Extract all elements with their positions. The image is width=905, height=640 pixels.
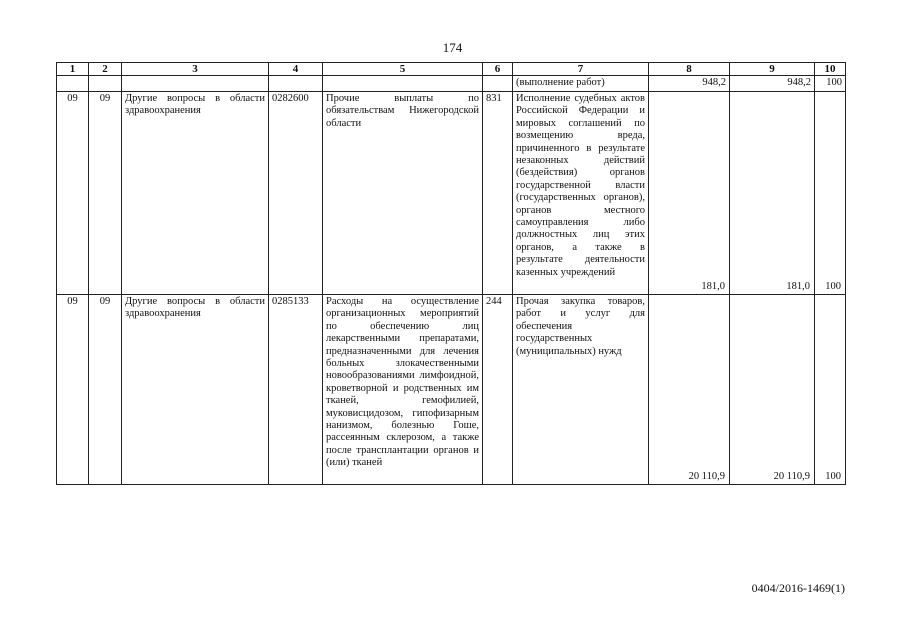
- subsection-name-cell: Другие вопросы в области здравоохранения: [122, 92, 269, 295]
- target-code-cell: 0285133: [269, 295, 323, 485]
- column-header: 6: [483, 63, 513, 76]
- table-cell: [269, 76, 323, 92]
- amount-value: 20 110,9: [688, 470, 725, 482]
- target-name-cell: Прочие выплаты по обязательствам Нижегородской области: [323, 92, 483, 295]
- executed-cell: [730, 92, 815, 295]
- executed-value: 181,0: [786, 280, 810, 292]
- table-cell: [89, 76, 122, 92]
- budget-table: [56, 62, 846, 485]
- expense-type-cell: Прочая закупка товаров, работ и услуг для обеспечения государственных (муниципальных) нужд: [513, 295, 649, 485]
- column-header: 1: [57, 63, 89, 76]
- subsection-code-cell: 09: [89, 92, 122, 295]
- column-header: 7: [513, 63, 649, 76]
- column-header: 4: [269, 63, 323, 76]
- column-header: 9: [730, 63, 815, 76]
- expense-type-cell: Исполнение судебных актов Российской Федерации и мировых соглашений по возмещению вреда, причиненного в результате незаконных действий (бездействия) органов государственной власти (государственных органов), органов местного самоуправления либо должностных лиц этих органов, а также в результате деятельности казенных учреждений: [513, 92, 649, 295]
- table-cell: [57, 76, 89, 92]
- document-code: 0404/2016-1469(1): [751, 581, 845, 595]
- percent-cell: [815, 295, 846, 485]
- percent-value: 100: [825, 280, 841, 292]
- section-code-cell: 09: [57, 92, 89, 295]
- table-cell: [483, 76, 513, 92]
- column-header: 10: [815, 63, 846, 76]
- amount-cell: [649, 295, 730, 485]
- expense-type-cell: (выполнение работ): [513, 76, 649, 92]
- table-cell: [122, 76, 269, 92]
- page-number: 174: [442, 40, 463, 55]
- target-name-cell: Расходы на осуществление организационных мероприятий по обеспечению лиц лекарственными препаратами, предназначенными для лечения больных злокачественными новообразованиями лимфоидной, кроветворной и родственных им тканей, гемофилией, муковисцидозом, гипофизарным нанизмом, болезнью Гоше, рассеянным склерозом, а также после трансплантации органов и (или) тканей: [323, 295, 483, 485]
- target-code-cell: 0282600: [269, 92, 323, 295]
- column-header: 8: [649, 63, 730, 76]
- expense-code-cell: 831: [483, 92, 513, 295]
- header-row: [57, 63, 846, 76]
- table-row: [57, 92, 846, 295]
- column-header: 2: [89, 63, 122, 76]
- column-header: 5: [323, 63, 483, 76]
- subsection-code-cell: 09: [89, 295, 122, 485]
- table-row: [57, 295, 846, 485]
- column-header: 3: [122, 63, 269, 76]
- percent-value: 100: [825, 470, 841, 482]
- percent-cell: 100: [815, 76, 846, 92]
- section-code-cell: 09: [57, 295, 89, 485]
- continuation-row: [57, 76, 846, 92]
- executed-cell: [730, 295, 815, 485]
- amount-value: 181,0: [701, 280, 725, 292]
- executed-value: 20 110,9: [773, 470, 810, 482]
- percent-cell: [815, 92, 846, 295]
- amount-cell: [649, 92, 730, 295]
- expense-code-cell: 244: [483, 295, 513, 485]
- amount-cell: 948,2: [649, 76, 730, 92]
- executed-cell: 948,2: [730, 76, 815, 92]
- subsection-name-cell: Другие вопросы в области здравоохранения: [122, 295, 269, 485]
- table-cell: [323, 76, 483, 92]
